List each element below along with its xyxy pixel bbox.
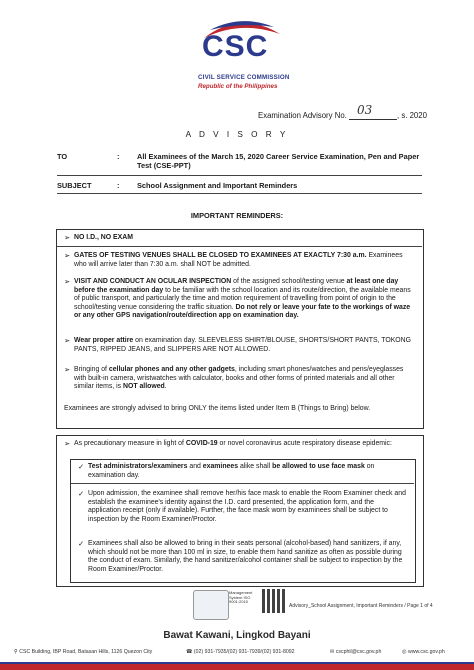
reminder-ocular-bold: VISIT AND CONDUCT AN OCULAR INSPECTION [74, 278, 232, 285]
address-text: CSC Building, IBP Road, Batasan Hills, 1126 Quezon City [19, 649, 153, 655]
to-rule [57, 175, 422, 176]
reminder-note-text: Examinees are strongly advised to bring ONLY the items listed under Item B (Things to Bring) below. [64, 405, 371, 412]
advisory-year: , s. 2020 [397, 111, 427, 120]
phone-text: (02) 931-7935/(02) 931-7939/(02) 931-8092 [193, 649, 295, 655]
covid-intro-rest: or novel coronavirus acute respiratory disease epidemic: [217, 440, 392, 447]
reminder-attire-rest: on examination day. SLEEVELESS SHIRT/BLOUSE, SHORTS/SHORT PANTS, TOKONG PANTS, RIPPED JEANS, and SLIPPERS ARE NOT ALLOWED. [74, 337, 412, 353]
email [330, 649, 381, 655]
republic-label: Republic of the Philippines [198, 83, 278, 90]
email-text: cscphil@csc.gov.ph [335, 649, 382, 655]
advisory-no-blank [349, 103, 397, 120]
covid-mask-rest: on examination day. [88, 463, 375, 479]
divider [71, 483, 414, 484]
arrow-icon: ➢ [64, 439, 71, 448]
check-icon: ➢ [64, 251, 71, 260]
check-icon: ✓ [78, 462, 85, 471]
check-icon: ➢ [64, 365, 71, 374]
reminder-gadgets-pre: Bringing of [74, 366, 109, 373]
important-reminders-heading: IMPORTANT REMINDERS: [190, 211, 284, 220]
reminder-gadgets-rest: , including smart phones/watches and pens/eyeglasses with built-in camera, wristwatches with calculator, books and other forms of printed materials and all other similar items, is [74, 366, 404, 391]
covid-mask-bold: Test administrators/examiners [88, 463, 188, 470]
check-icon: ➢ [64, 277, 71, 286]
check-icon: ✓ [78, 539, 85, 548]
check-icon: ✓ [78, 489, 85, 498]
location-pin-icon: ⚲ [14, 649, 20, 655]
reminder-gadgets-bold: cellular phones and any other gadgets [108, 366, 235, 373]
covid-intro-bold: COVID-19 [185, 440, 218, 447]
address [14, 649, 152, 655]
covid-mask-mid: and [187, 463, 203, 470]
subject-colon: : [117, 181, 120, 190]
covid-intro-pre: As precautionary measure in light of [74, 440, 186, 447]
advisory-no-value: 03 [357, 103, 373, 117]
logo-text: CSC [202, 30, 269, 63]
footer-brand-bar [0, 662, 474, 670]
reminder-gadgets-end: . [164, 383, 167, 391]
page-note: Advisory_School Assignment, Important Reminders / Page 1 of 4 [289, 603, 433, 609]
cert-text: Management System ISO 9001:2015 [229, 590, 253, 605]
phone [186, 649, 295, 655]
to-colon: : [117, 152, 120, 161]
covid-mask-mid2: alike shall [238, 463, 273, 470]
page-title: A D V I S O R Y [185, 130, 289, 139]
to-value: All Examinees of the March 15, 2020 Career Service Examination, Pen and Paper Test (CSE-PPT) [137, 152, 420, 170]
reminder-gates-bold: GATES OF TESTING VENUES SHALL BE CLOSED TO EXAMINEES AT EXACTLY 7:30 a.m. [74, 252, 367, 259]
globe-icon: ◎ [402, 649, 408, 655]
covid-mask-bold2: examinees [202, 463, 239, 470]
reminder-gates-rest: Examinees who will arrive later than 7:30 a.m. shall NOT be admitted. [74, 252, 403, 268]
subject-label: SUBJECT [57, 181, 92, 190]
reminder-ocular-rest: to be familiar with the school location and its route/direction, the available means of public transport, and particularly the time and motion requirement of travelling from point of origin to the school/testing venue considering the traffic situation. [74, 286, 411, 311]
reminder-ocular-bold2: at least one day before the examination day [74, 278, 399, 294]
check-icon: ➢ [64, 336, 71, 345]
covid-mask-bold3: be allowed to use face mask [272, 463, 365, 470]
subject-rule [57, 193, 422, 194]
reminder-ocular-bold3: Do not rely or leave your fate to the workings of waze or any other GPS navigation/route/direction app on examination day. [74, 303, 411, 320]
covid-sanitizer-text: Examinees shall also be allowed to bring in their seats personal (alcohol-based) hand sanitizers, if any, which should not be more than 100 ml in size, to enable them hand sanitize as often as possible during the conduct of exam. Similarly, the hand sanitizer/alcohol container shall be subject to inspection by the Room Examiner/Proctor. [88, 540, 403, 573]
qr-code-icon [262, 589, 286, 613]
advisory-number [258, 103, 427, 120]
iso-cert-badge-icon [193, 590, 229, 620]
advisory-no-label: Examination Advisory No. [258, 111, 347, 120]
reminder-ocular-mid: of the assigned school/testing venue [231, 278, 347, 285]
check-icon: ➢ [64, 233, 71, 242]
website-text: www.csc.gov.ph [407, 649, 445, 655]
subject-value: School Assignment and Important Reminders [137, 181, 298, 190]
divider [57, 246, 422, 247]
motto: Bawat Kawani, Lingkod Bayani [163, 630, 311, 641]
phone-icon: ☎ [186, 649, 194, 655]
to-label: TO [57, 152, 68, 161]
reminder-no-id-text: NO I.D., NO EXAM [74, 234, 133, 241]
covid-mask-removal-text: Upon admission, the examinee shall remove her/his face mask to enable the Room Examiner check and establish the examinee's identity against the I.D. card presented, the application form, and the application receipt (only if available). Further, the face mask worn by examinees shall be subject to inspection by the Room Examiner/Proctor. [88, 490, 406, 523]
agency-name: CIVIL SERVICE COMMISSION [198, 74, 290, 81]
reminder-attire-bold: Wear proper attire [74, 337, 134, 344]
website [402, 649, 445, 655]
email-icon: ✉ [330, 649, 336, 655]
reminder-gadgets-bold2: NOT allowed [123, 383, 165, 391]
